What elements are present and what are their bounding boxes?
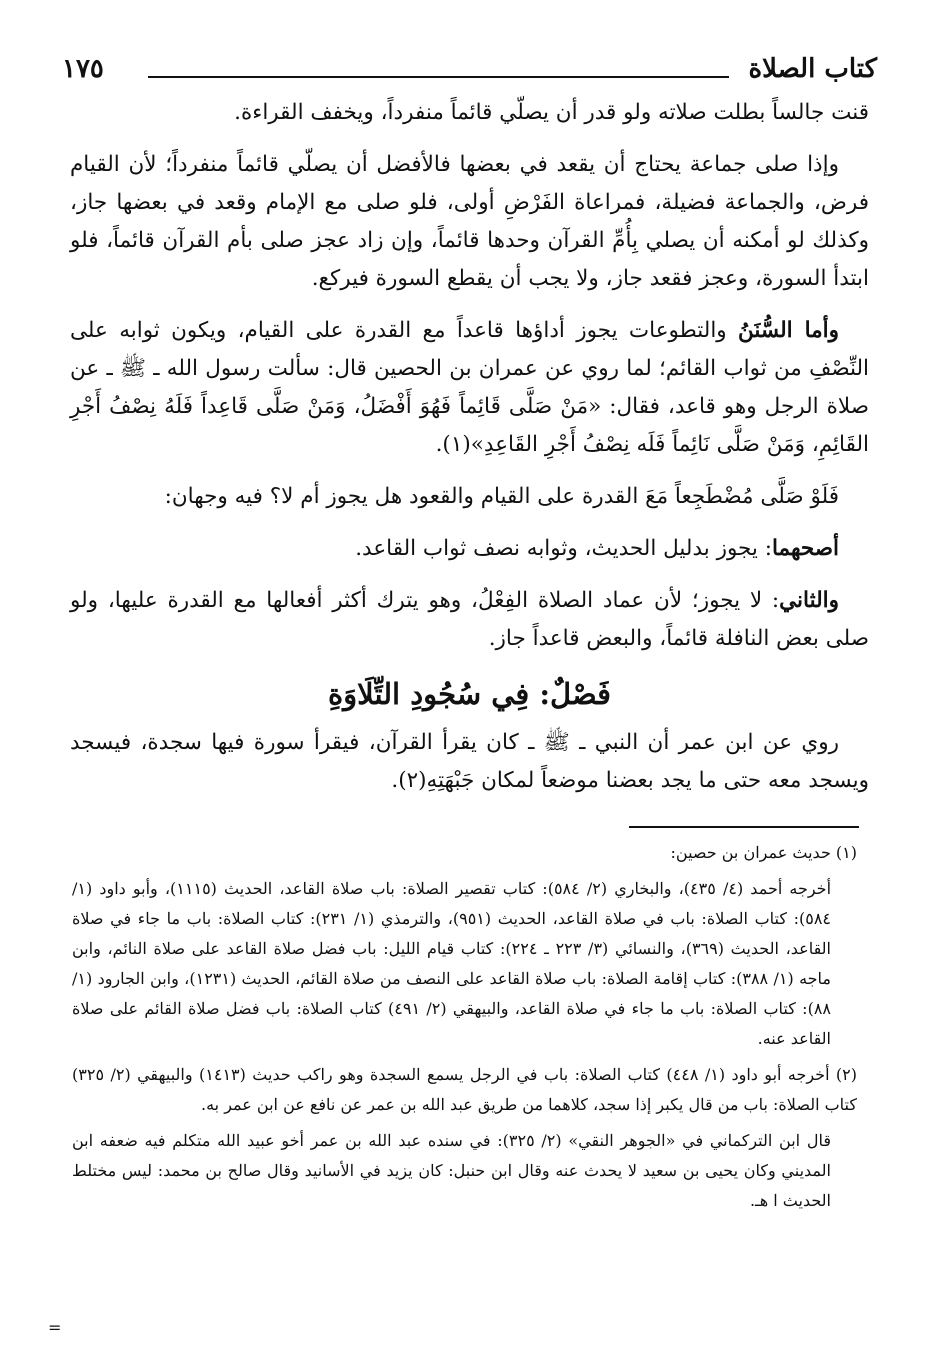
paragraph: قنت جالساً بطلت صلاته ولو قدر أن يصلّي قائماً منفرداً، ويخفف القراءة. <box>234 100 869 125</box>
footnote-title: (١) حديث عمران بن حصين: <box>670 843 857 862</box>
paragraph: وإذا صلى جماعة يحتاج أن يقعد في بعضها فالأفضل أن يصلّي قائماً منفرداً؛ لأن القيام فرض، والجماعة فضيلة، فمراعاة الفَرْضِ أولى، فلو صلى مع الإمام وقعد في بعضها جاز، وكذلك لو أمكنه أن يصلي بِأُمِّ القرآن وحدها قائماً، وإن زاد عجز صلى بأم القرآن قائماً، فلو ابتدأ السورة، وعجز فقعد جاز، ولا يجب أن يقطع السورة فيركع. <box>70 152 869 291</box>
paragraph <box>70 312 869 464</box>
paragraph: روي عن ابن عمر أن النبي ـ ﷺ ـ كان يقرأ القرآن، فيقرأ سورة فيها سجدة، فيسجد ويسجد معه حتى ما يجد بعضنا موضعاً لمكان جَبْهَتِهِ(٢). <box>70 730 869 793</box>
paragraph-text: : لا يجوز؛ لأن عماد الصلاة الفِعْلُ، وهو يترك أكثر أفعالها مع القدرة عليها، ولو صلى بعض النافلة قائماً، والبعض قاعداً جاز. <box>70 588 869 651</box>
section-heading: فَصْلٌ: فِي سُجُودِ التِّلَاوَةِ <box>327 677 612 711</box>
footnotes <box>72 838 857 1222</box>
paragraph <box>70 530 869 568</box>
running-title: كتاب الصلاة <box>748 54 877 84</box>
paragraph-text: والتطوعات يجوز أداؤها قاعداً مع القدرة على القيام، ويكون ثوابه على النِّصْفِ من ثواب القائم؛ لما روي عن عمران بن الحصين قال: سألت رسول الله ـ ﷺ ـ عن صلاة الرجل وهو قاعد، فقال: «مَنْ صَلَّى قَائِماً فَهُوَ أَفْضَلُ، وَمَنْ صَلَّى قَاعِداً فَلَهُ نِصْفُ أَجْرِ القَائِمِ، وَمَنْ صَلَّى نَائِماً فَلَه نِصْفُ أَجْرِ القَاعِدِ»(١). <box>70 318 869 457</box>
main-text <box>70 94 869 814</box>
page-mark: = <box>48 1318 62 1337</box>
header-rule <box>148 76 729 78</box>
page-number: ١٧٥ <box>62 54 104 84</box>
paragraph-lead: وأما السُّنَنُ <box>738 318 840 343</box>
paragraph <box>70 582 869 658</box>
footnote-text: أخرجه أحمد (٤/ ٤٣٥)، والبخاري (٢/ ٥٨٤): كتاب تقصير الصلاة: باب صلاة القاعد، الحديث (١١١٥)، وأبو داود (١/ ٥٨٤): كتاب الصلاة: باب في صلاة القاعد، الحديث (٩٥١)، والترمذي (١/ ٢٣١): كتاب الصلاة: باب ما جاء في صلاة القاعد، الحديث (٣٦٩)، والنسائي (٣/ ٢٢٣ ـ ٢٢٤): كتاب قيام الليل: باب فضل صلاة القاعد على صلاة النائم، وابن ماجه (١/ ٣٨٨): كتاب إقامة الصلاة: باب صلاة القاعد على النصف من صلاة القائم، الحديث (١٢٣١)، وابن الجارود (١/ ٨٨): كتاب الصلاة: باب ما جاء في صلاة القاعد، والبيهقي (٢/ ٤٩١) كتاب الصلاة: باب فضل صلاة القائم على صلاة القاعد عنه. <box>72 879 832 1048</box>
paragraph: فَلَوْ صَلَّى مُضْطَجِعاً مَعَ القدرة على القيام والقعود هل يجوز أم لا؟ فيه وجهان: <box>164 484 839 509</box>
paragraph-lead: والثاني <box>779 588 839 613</box>
paragraph-text: : يجوز بدليل الحديث، وثوابه نصف ثواب القاعد. <box>355 536 772 561</box>
footnote-text: (٢) أخرجه أبو داود (١/ ٤٤٨) كتاب الصلاة: باب في الرجل يسمع السجدة وهو راكب حديث (١٤١٣) والبيهقي (٢/ ٣٢٥) كتاب الصلاة: باب من قال يكبر إذا سجد، كلاهما من طريق عبد الله بن عمر عن نافع عن ابن عمر به. <box>72 1065 858 1114</box>
paragraph-lead: أصحهما <box>772 536 839 561</box>
footnote-text: قال ابن التركماني في «الجوهر النقي» (٢/ ٣٢٥): في سنده عبد الله بن عمر أخو عبيد الله متكلم فيه ضعفه ابن المديني وكان يحيى بن سعيد لا يحدث عنه وقال ابن حنبل: كان يزيد في الأسانيد وقال صالح بن محمد: ليس مختلط الحديث ا هـ. <box>72 1131 831 1210</box>
footnote-rule <box>629 826 859 828</box>
page-header <box>62 50 877 90</box>
